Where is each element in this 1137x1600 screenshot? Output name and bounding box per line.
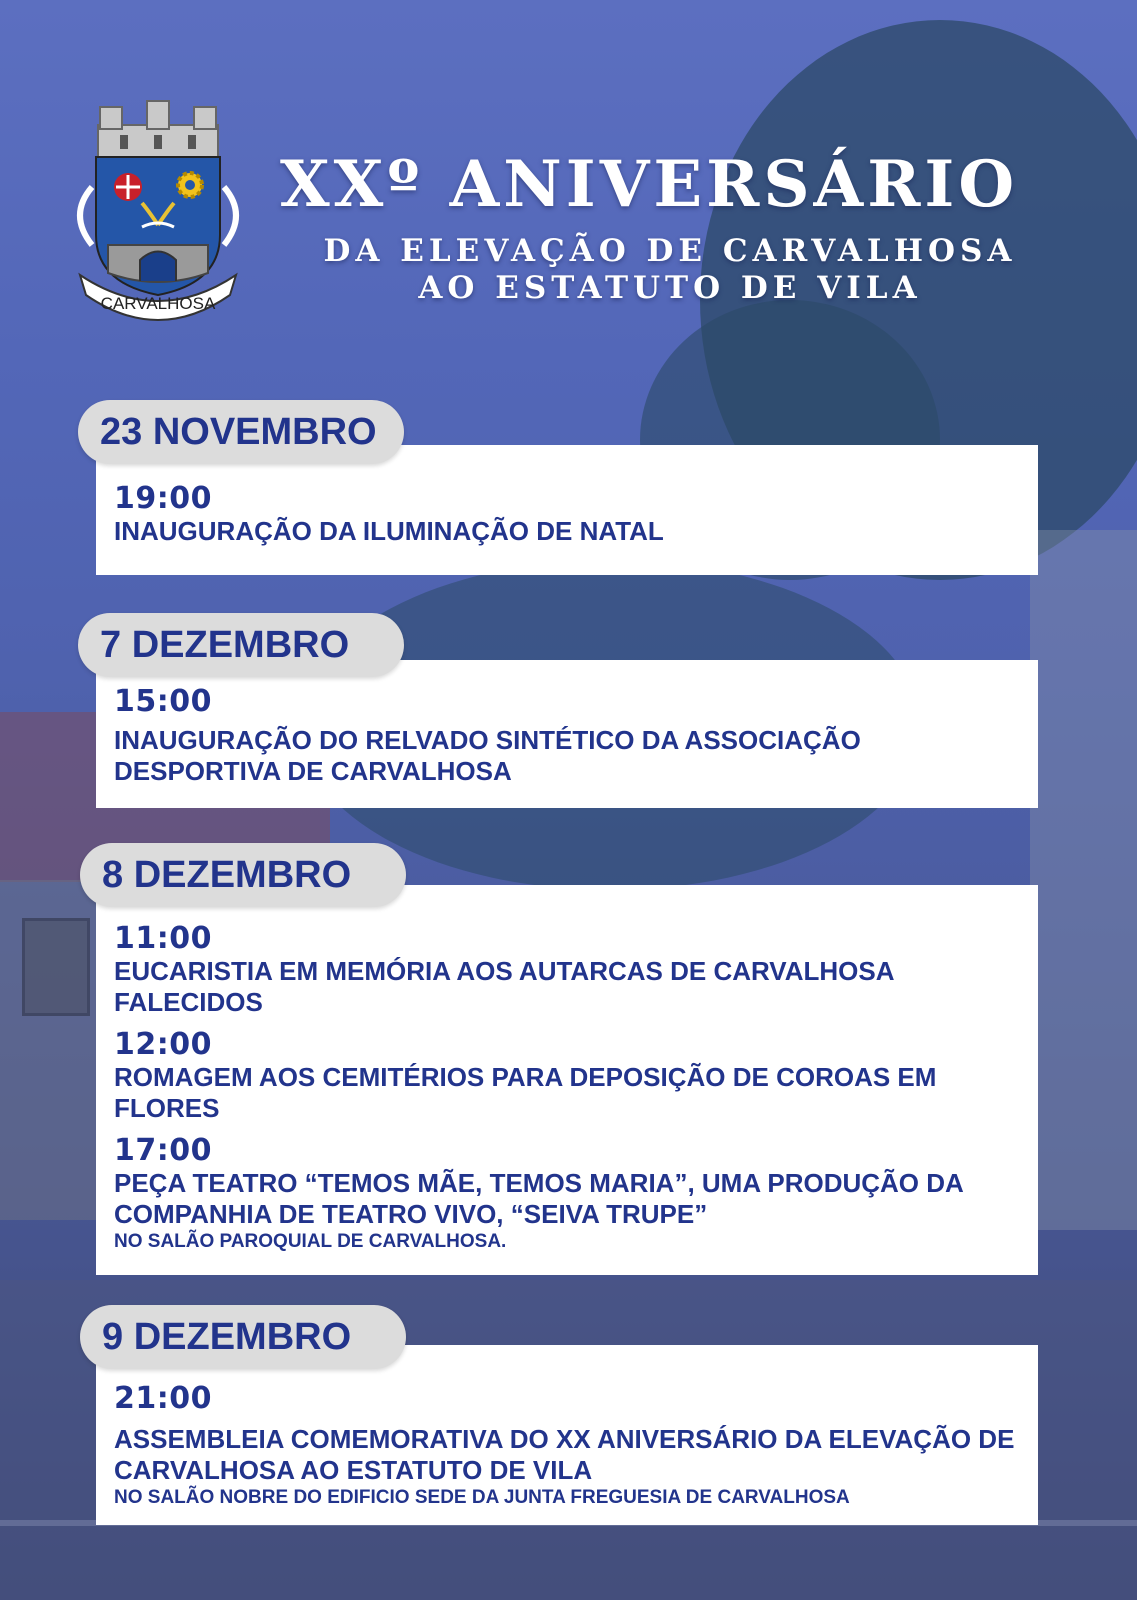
statue-monument <box>1030 530 1137 1230</box>
event-description: COMPANHIA DE TEATRO VIVO, “SEIVA TRUPE” <box>114 1199 708 1229</box>
event-description: INAUGURAÇÃO DA ILUMINAÇÃO DE NATAL <box>114 516 664 546</box>
event-description: INAUGURAÇÃO DO RELVADO SINTÉTICO DA ASSOCIAÇÃO <box>114 725 861 755</box>
event-description: CARVALHOSA AO ESTATUTO DE VILA <box>114 1455 593 1485</box>
event-item <box>114 1382 1014 1510</box>
event-description: EUCARISTIA EM MEMÓRIA AOS AUTARCAS DE CARVALHOSA <box>114 956 895 986</box>
event-time: 11:00 <box>114 921 212 956</box>
event-location-note: NO SALÃO PAROQUIAL DE CARVALHOSA. <box>114 1231 507 1252</box>
event-description: DESPORTIVA DE CARVALHOSA <box>114 756 512 786</box>
event-time: 12:00 <box>114 1027 212 1062</box>
event-description: ASSEMBLEIA COMEMORATIVA DO XX ANIVERSÁRIO DA ELEVAÇÃO DE <box>114 1424 1015 1454</box>
event-item <box>114 922 895 1018</box>
event-time: 17:00 <box>114 1133 212 1168</box>
page-subtitle-line1: DA ELEVAÇÃO DE CARVALHOSA <box>323 233 1017 269</box>
carvalhosa-coat-of-arms-logo <box>58 95 258 330</box>
event-description: FALECIDOS <box>114 987 263 1017</box>
event-item <box>114 482 664 547</box>
date-badge: 7 DEZEMBRO <box>78 613 404 677</box>
event-item <box>114 1028 936 1124</box>
event-description: PEÇA TEATRO “TEMOS MÃE, TEMOS MARIA”, UMA PRODUÇÃO DA <box>114 1168 964 1198</box>
date-badge: 9 DEZEMBRO <box>80 1305 406 1369</box>
event-location-note: NO SALÃO NOBRE DO EDIFICIO SEDE DA JUNTA FREGUESIA DE CARVALHOSA <box>114 1487 850 1508</box>
event-item <box>114 1134 964 1254</box>
page-subtitle-line2: AO ESTATUTO DE VILA <box>418 270 922 306</box>
date-badge: 8 DEZEMBRO <box>80 843 406 907</box>
event-item <box>114 685 861 787</box>
logo-ribbon-text: CARVALHOSA <box>100 294 216 313</box>
event-description: ROMAGEM AOS CEMITÉRIOS PARA DEPOSIÇÃO DE COROAS EM <box>114 1062 937 1092</box>
event-time: 21:00 <box>114 1381 212 1416</box>
house-window <box>22 918 90 1016</box>
event-time: 15:00 <box>114 684 212 719</box>
event-time: 19:00 <box>114 481 212 516</box>
event-description: FLORES <box>114 1093 220 1123</box>
page-title: XXº ANIVERSÁRIO <box>280 147 1019 222</box>
date-badge: 23 NOVEMBRO <box>78 400 404 464</box>
